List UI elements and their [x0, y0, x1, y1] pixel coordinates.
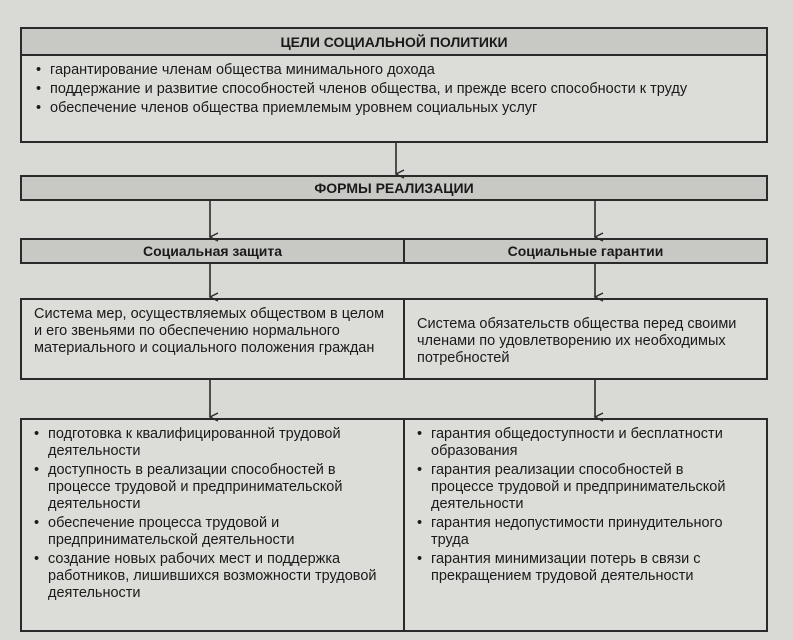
social-protection-item: • создание новых рабочих мест и поддержка работников, лишившихся возможности трудовой деятельности	[30, 551, 383, 602]
social-protection-item: • доступность в реализации способностей в процессе трудовой и предпринимательской деятельности	[30, 462, 383, 513]
goals-item: • гарантирование членам общества минимального дохода	[32, 62, 726, 79]
social-guarantees-item: • гарантия реализации способностей в процессе трудовой и предпринимательской деятельности	[413, 462, 746, 513]
social-protection-title: Социальная защита	[20, 238, 405, 264]
social-protection-item: • обеспечение процесса трудовой и предпринимательской деятельности	[30, 515, 383, 549]
social-guarantees-item: • гарантия недопустимости принудительного труда	[413, 515, 746, 549]
social-guarantees-description: Система обязательств общества перед своими членами по удовлетворению их необходимых потребностей	[417, 316, 737, 366]
social-guarantees-title: Социальные гарантии	[403, 238, 768, 264]
social-guarantees-item: • гарантия общедоступности и бесплатности образования	[413, 426, 746, 460]
social-protection-description: Система мер, осуществляемых обществом в целом и его звеньями по обеспечению нормального материального и социального положения граждан	[34, 306, 385, 356]
social-protection-item: • подготовка к квалифицированной трудовой деятельности	[30, 426, 383, 460]
goals-item: • поддержание и развитие способностей членов общества, и прежде всего способности к труду	[32, 81, 726, 98]
social-guarantees-item: • гарантия минимизации потерь в связи с прекращением трудовой деятельности	[413, 551, 746, 585]
forms-title: ФОРМЫ РЕАЛИЗАЦИИ	[20, 175, 768, 201]
goals-item: • обеспечение членов общества приемлемым уровнем социальных услуг	[32, 100, 726, 117]
goals-title: ЦЕЛИ СОЦИАЛЬНОЙ ПОЛИТИКИ	[20, 27, 768, 56]
